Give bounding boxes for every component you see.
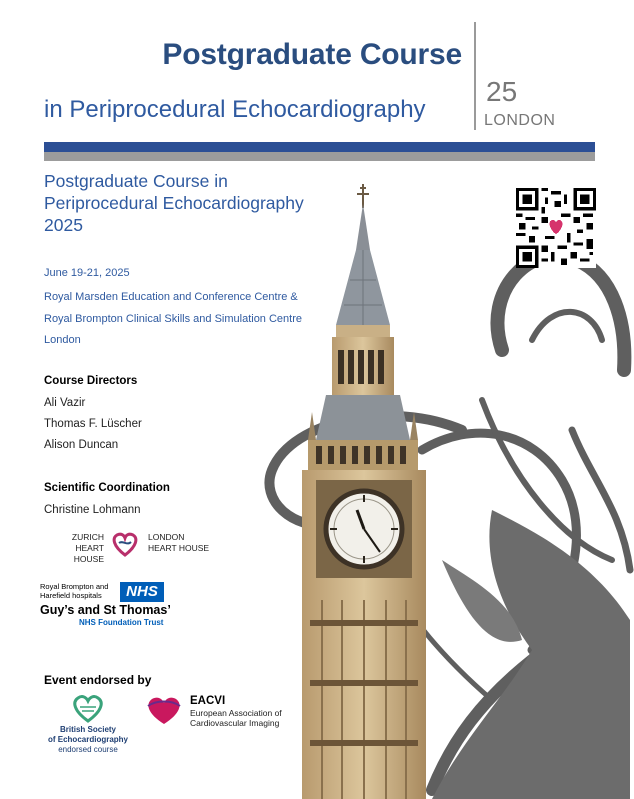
header-title: Postgraduate Course: [162, 38, 462, 71]
big-ben-heart-artwork: [232, 180, 634, 799]
header-subtitle: in Periprocedural Echocardiography: [44, 96, 426, 123]
zurich-label: HEART HOUSE: [73, 543, 104, 564]
venue-line: Royal Brompton Clinical Skills and Simulation Centre: [44, 313, 303, 325]
qr-code[interactable]: [516, 188, 596, 268]
nhs-badge: NHS: [120, 582, 164, 602]
heart-house-logo: [44, 530, 210, 564]
header-city: LONDON: [484, 112, 556, 129]
rbh-line: Harefield hospitals: [40, 591, 102, 600]
director-name: Thomas F. Lüscher: [44, 418, 142, 430]
eacvi-line: European Association of: [190, 708, 282, 718]
director-name: Ali Vazir: [44, 397, 86, 409]
london-label: LONDON: [148, 532, 185, 542]
course-title-line: Postgraduate Course in: [44, 171, 228, 191]
eacvi-heart-icon: [142, 694, 186, 726]
endorsement-heading: Event endorsed by: [44, 673, 152, 687]
venue-line: London: [44, 334, 81, 346]
course-title: [44, 170, 344, 236]
eacvi-line: Cardiovascular Imaging: [190, 718, 280, 728]
blue-band: [44, 142, 595, 152]
course-title-line: Periprocedural Echocardiography: [44, 193, 304, 213]
heart-house-heart-icon: [110, 530, 140, 558]
gray-band: [44, 152, 595, 161]
directors-heading: Course Directors: [44, 375, 138, 387]
bse-line: endorsed course: [58, 745, 118, 754]
coordinator-name: Christine Lohmann: [44, 504, 141, 516]
header-year: 25: [486, 76, 518, 107]
eacvi-acronym: EACVI: [190, 695, 226, 707]
coordination-heading: Scientific Coordination: [44, 482, 170, 494]
course-title-line: 2025: [44, 215, 83, 235]
rbh-logo-text: [40, 582, 108, 600]
bse-line: British Society: [59, 725, 116, 734]
rbh-line: Royal Brompton and: [40, 582, 109, 591]
gstt-trust: NHS Foundation Trust: [79, 618, 164, 627]
header-divider: [474, 22, 476, 130]
eacvi-name: [190, 708, 282, 728]
gstt-name: Guy’s and St Thomas’: [40, 603, 171, 617]
bse-heart-icon: [70, 693, 106, 723]
bse-text: [46, 725, 130, 755]
zurich-label: ZURICH: [71, 532, 104, 542]
london-label: HEART HOUSE: [148, 543, 210, 553]
director-name: Alison Duncan: [44, 439, 119, 451]
bse-line: of Echocardiography: [47, 735, 128, 744]
course-date: June 19-21, 2025: [44, 267, 130, 279]
venue-line: Royal Marsden Education and Conference Centre &: [44, 291, 298, 303]
